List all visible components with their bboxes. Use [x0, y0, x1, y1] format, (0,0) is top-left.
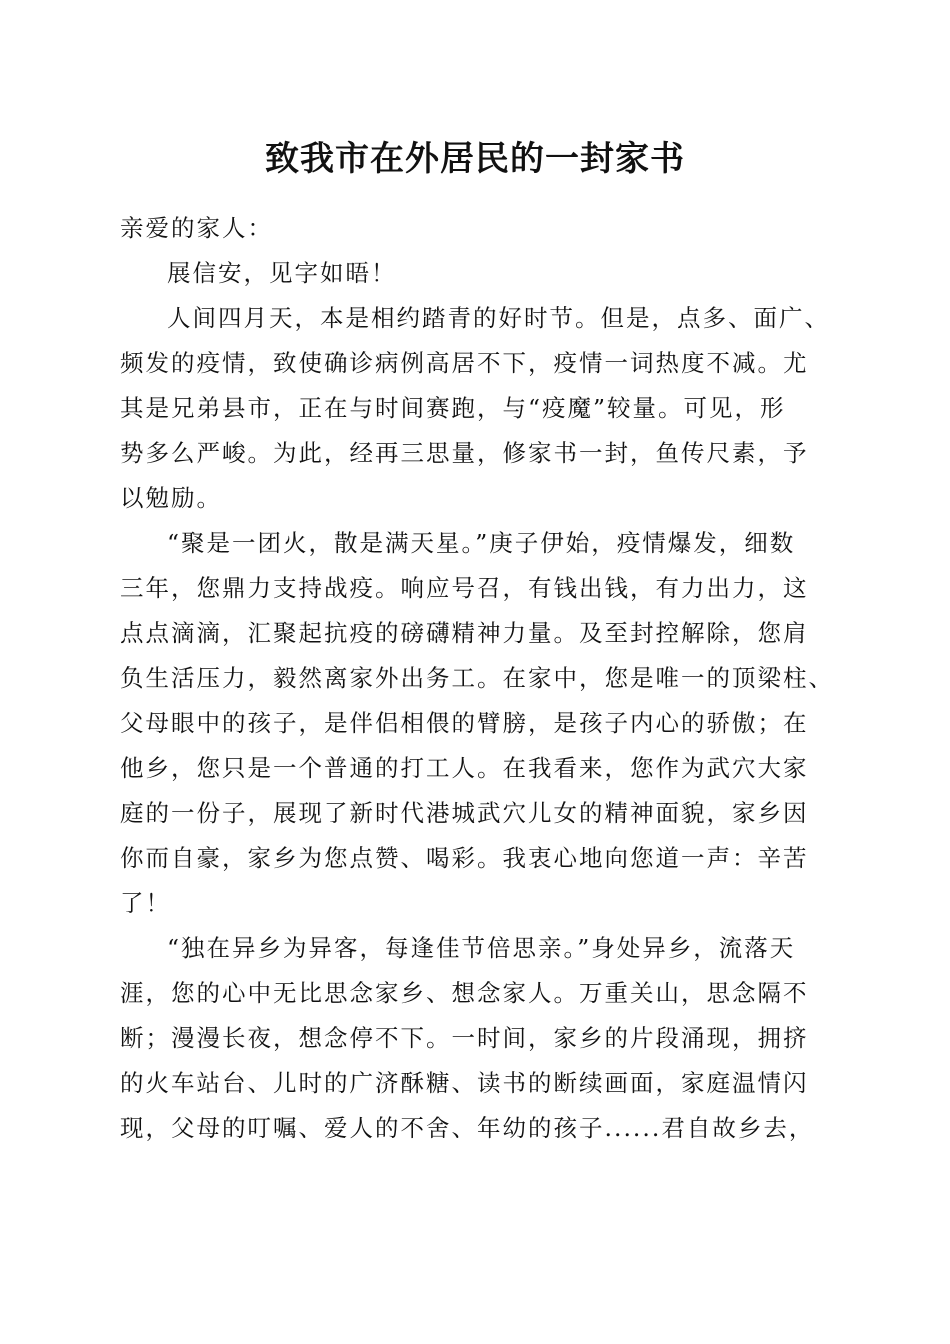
text-line: 断；漫漫长夜，想念停不下。一时间，家乡的片段涌现，拥挤: [120, 1024, 809, 1052]
text-line: 人间四月天，本是相约踏青的好时节。但是，点多、面广、: [167, 304, 830, 332]
text-line: 你而自豪，家乡为您点赞、喝彩。我衷心地向您道一声：辛苦: [120, 844, 809, 872]
text-line: “独在异乡为异客，每逢佳节倍思亲。”身处异乡，流落天: [167, 934, 796, 962]
text-line: 其是兄弟县市，正在与时间赛跑，与“疫魔”较量。可见，形: [120, 394, 786, 422]
text-line: 庭的一份子，展现了新时代港城武穴儿女的精神面貌，家乡因: [120, 799, 809, 827]
text-line: 了！: [120, 889, 171, 917]
text-line: 亲爱的家人：: [120, 214, 273, 242]
text-line: 负生活压力，毅然离家外出务工。在家中，您是唯一的顶梁柱、: [120, 664, 834, 692]
text-line: 的火车站台、儿时的广济酥糖、读书的断续画面，家庭温情闪: [120, 1069, 809, 1097]
text-line: 点点滴滴，汇聚起抗疫的磅礴精神力量。及至封控解除，您肩: [120, 619, 809, 647]
text-line: 势多么严峻。为此，经再三思量，修家书一封，鱼传尺素，予: [120, 439, 809, 467]
text-line: 三年，您鼎力支持战疫。响应号召，有钱出钱，有力出力，这: [120, 574, 809, 602]
text-line: 父母眼中的孩子，是伴侣相偎的臂膀，是孩子内心的骄傲；在: [120, 709, 809, 737]
letter-body: [120, 206, 834, 1151]
document-title: 致我市在外居民的一封家书: [265, 139, 685, 179]
text-line: 他乡，您只是一个普通的打工人。在我看来，您作为武穴大家: [120, 754, 809, 782]
text-line: 展信安，见字如晤！: [167, 259, 397, 287]
text-line: 频发的疫情，致使确诊病例高居不下，疫情一词热度不减。尤: [120, 349, 809, 377]
text-line: 现，父母的叮嘱、爱人的不舍、年幼的孩子......君自故乡去，: [120, 1114, 815, 1142]
text-line: 以勉励。: [120, 484, 222, 512]
text-line: “聚是一团火，散是满天星。”庚子伊始，疫情爆发，细数: [167, 529, 796, 557]
text-line: 涯，您的心中无比思念家乡、想念家人。万重关山，思念隔不: [120, 979, 809, 1007]
